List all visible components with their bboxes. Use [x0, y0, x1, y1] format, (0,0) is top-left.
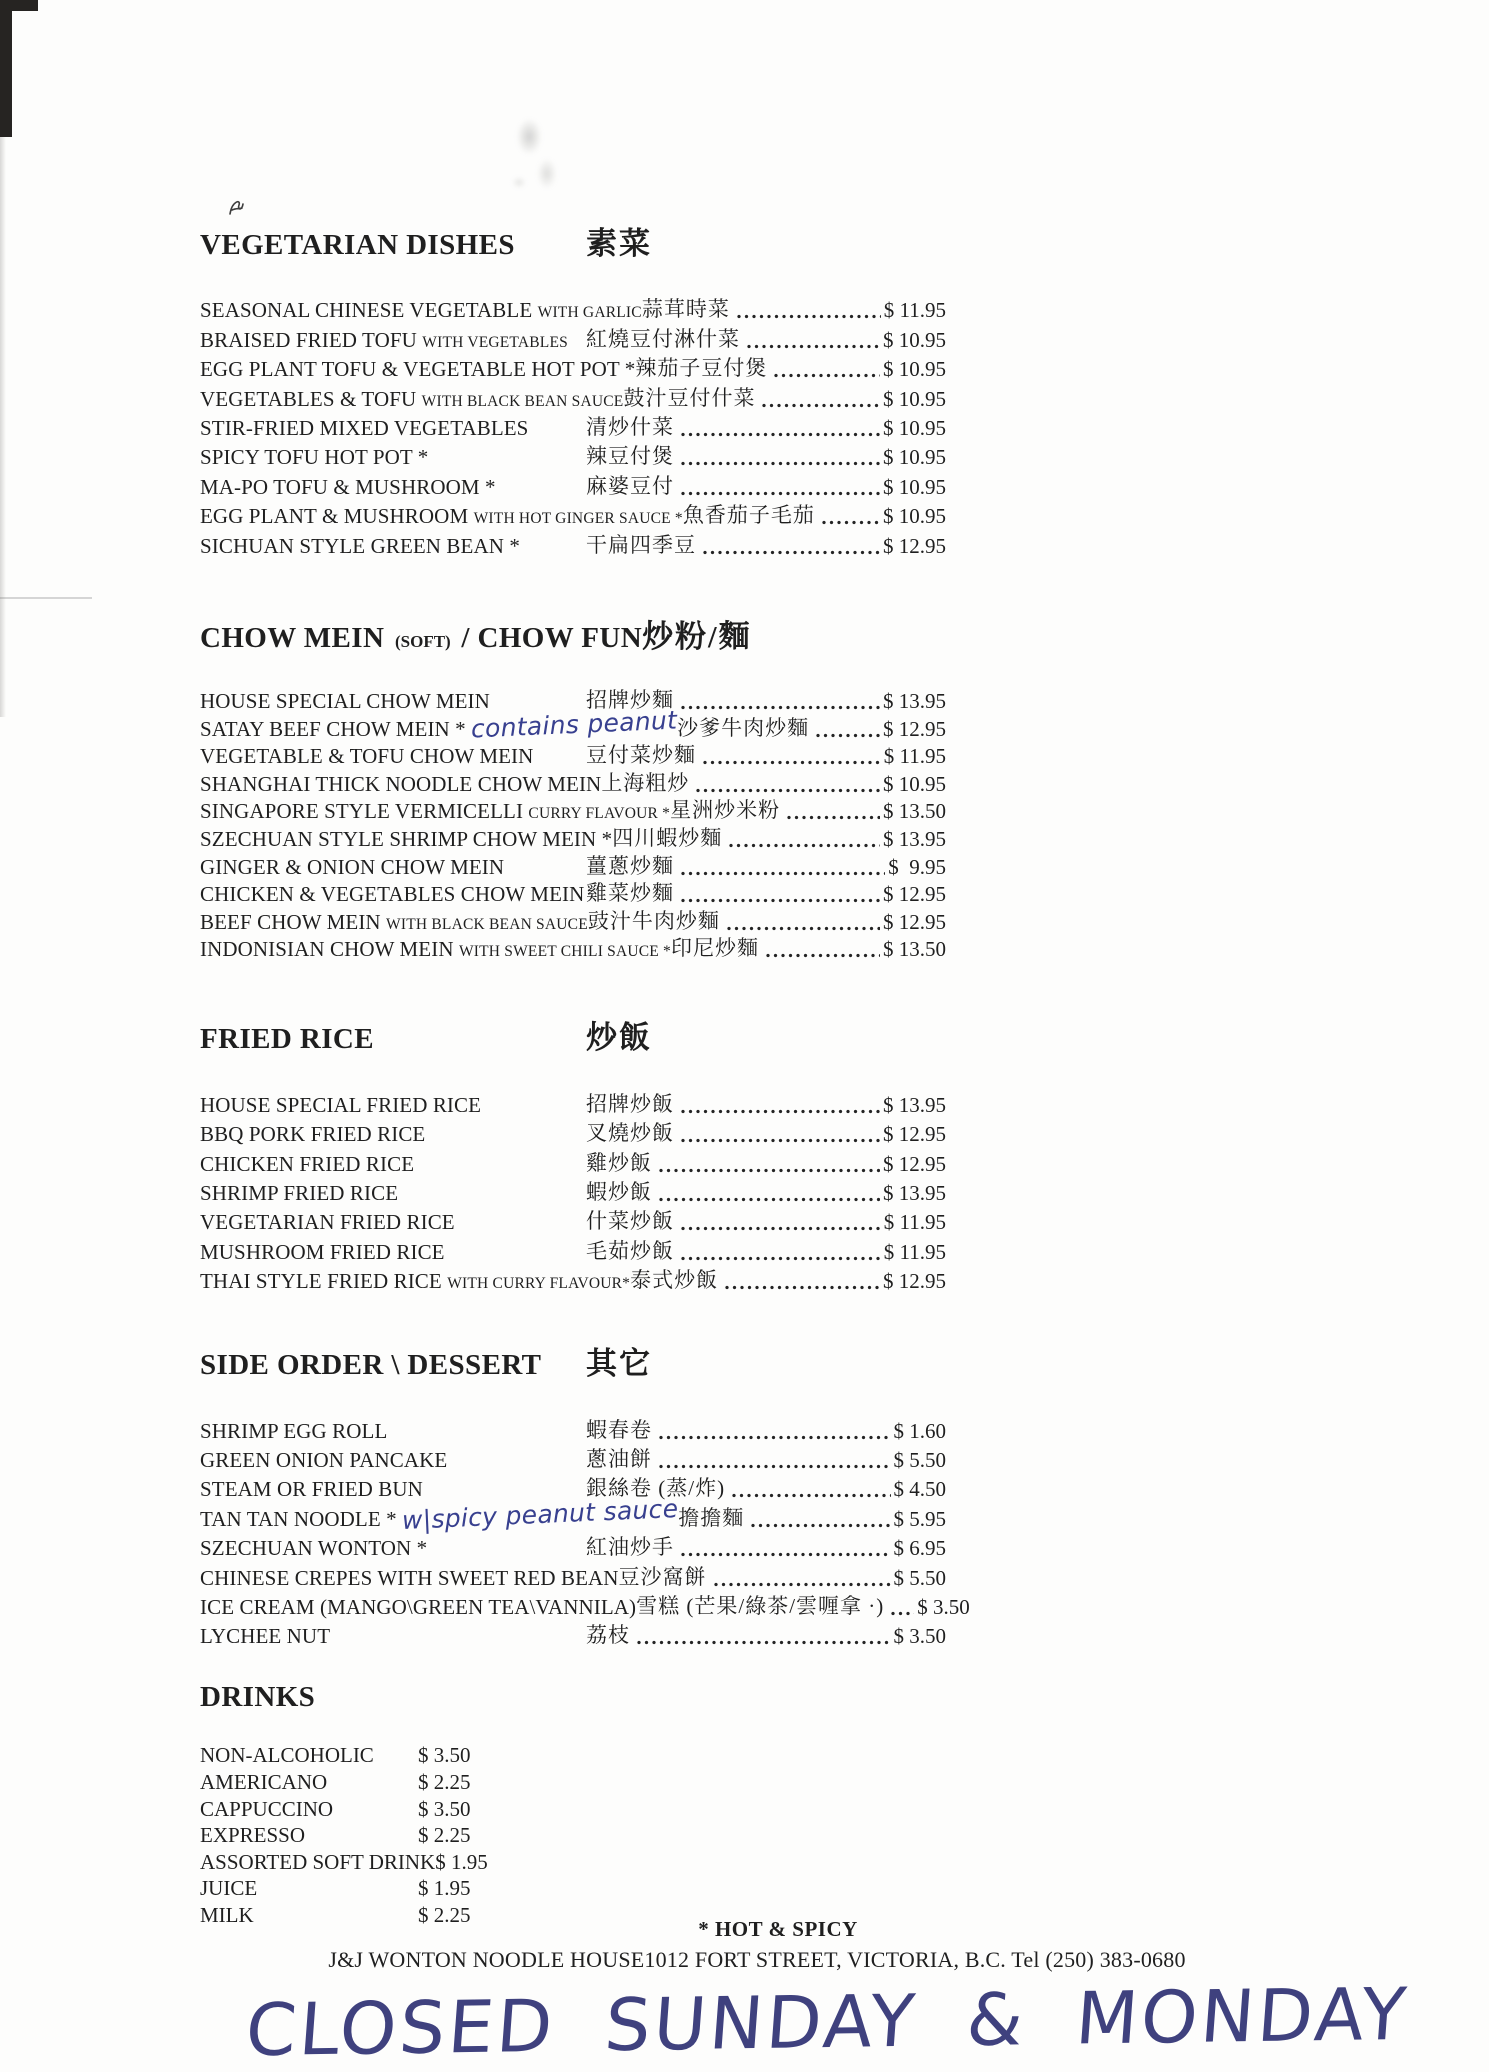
item-price: $ 10.95	[883, 415, 946, 440]
menu-item-row	[200, 1414, 946, 1443]
item-name: INDONISIAN CHOW MEIN	[200, 937, 454, 962]
item-name: ICE CREAM (MANGO\GREEN TEA\VANNILA)	[200, 1594, 637, 1619]
scan-artifact-left-bar	[0, 0, 12, 137]
menu-section-side-dessert	[200, 1338, 970, 1649]
item-name-en	[200, 1152, 586, 1177]
menu-item-row	[200, 1265, 946, 1294]
item-name-en	[200, 1210, 586, 1235]
dotted-leader	[815, 719, 880, 739]
item-name-en	[200, 1269, 630, 1294]
dotted-leader	[680, 447, 880, 467]
item-price: $ 10.95	[883, 386, 946, 411]
section-title: DRINKS	[200, 1681, 316, 1714]
item-name: MUSHROOM FRIED RICE	[200, 1239, 445, 1264]
item-name: SATAY BEEF CHOW MEIN *	[200, 716, 466, 741]
dotted-leader	[680, 1212, 881, 1232]
item-name-en	[200, 534, 586, 559]
item-note: CURRY FLAVOUR *	[528, 805, 671, 823]
item-name-zh: 星洲炒米粉	[670, 798, 781, 823]
menu-item-row	[200, 441, 946, 470]
item-price: $ 11.95	[883, 1210, 946, 1235]
item-name: EGG PLANT & MUSHROOM	[200, 504, 469, 529]
item-name-en	[200, 689, 586, 714]
item-price: $ 12.95	[883, 909, 946, 934]
item-name-zh: 上海粗炒	[601, 770, 690, 795]
dotted-leader	[680, 691, 880, 711]
item-name-en	[200, 504, 683, 529]
item-name-en	[200, 1624, 586, 1649]
item-name: STEAM OR FRIED BUN	[200, 1477, 423, 1502]
item-name-en	[200, 827, 612, 852]
item-name-zh: 蔥油餅	[586, 1446, 652, 1471]
item-name-en	[200, 475, 586, 500]
item-name: GINGER & ONION CHOW MEIN	[200, 854, 505, 879]
item-price: $ 10.95	[883, 504, 946, 529]
item-price: $ 13.95	[883, 689, 946, 714]
item-name-en	[200, 416, 586, 441]
item-name-zh: 泰式炒飯	[630, 1268, 719, 1293]
item-name-en	[200, 799, 670, 824]
item-name-zh: 銀絲卷 (蒸/炸)	[586, 1476, 726, 1501]
item-price: $ 12.95	[883, 533, 946, 558]
dotted-leader	[702, 536, 880, 556]
menu-item-row	[200, 1591, 970, 1620]
section-header	[200, 1012, 946, 1056]
menu-item-row	[200, 1620, 946, 1649]
item-price: $ 4.50	[893, 1477, 946, 1502]
dotted-leader	[680, 1095, 880, 1115]
item-name-en	[200, 387, 623, 412]
dotted-leader	[713, 1568, 891, 1588]
item-name-zh: 雪糕 (芒果/綠茶/雲喱拿 ·)	[636, 1593, 885, 1618]
drink-name: ASSORTED SOFT DRINK	[200, 1849, 436, 1874]
item-name-en	[200, 1122, 586, 1147]
section-header	[200, 611, 946, 654]
item-price: $ 13.95	[883, 1092, 946, 1117]
item-name: CHICKEN & VEGETABLES CHOW MEIN	[200, 882, 585, 907]
menu-item-row	[200, 1532, 946, 1561]
drink-row	[200, 1876, 946, 1903]
item-name: SEASONAL CHINESE VEGETABLE	[200, 298, 533, 323]
item-note: WITH VEGETABLES	[422, 333, 568, 351]
item-price: $ 3.50	[917, 1594, 970, 1619]
item-name-en	[200, 772, 601, 797]
item-note: WITH CURRY FLAVOUR*	[447, 1275, 631, 1293]
item-price: $ 10.95	[883, 474, 946, 499]
drink-name: NON-ALCOHOLIC	[200, 1743, 374, 1768]
item-name-zh: 鼓汁豆付什菜	[623, 385, 756, 410]
item-name: SHRIMP FRIED RICE	[200, 1181, 399, 1206]
item-name-en	[200, 1493, 679, 1535]
item-name-zh: 干扁四季豆	[586, 532, 696, 557]
item-name: CHICKEN FRIED RICE	[200, 1151, 415, 1176]
item-name-zh: 叉燒炒飯	[586, 1121, 674, 1146]
dotted-leader	[724, 1271, 880, 1291]
item-price: $ 12.95	[883, 1151, 946, 1176]
item-name: VEGETABLE & TOFU CHOW MEIN	[200, 744, 534, 769]
dotted-leader	[821, 506, 880, 526]
item-price: $ 12.95	[883, 1122, 946, 1147]
section-title: SIDE ORDER \ DESSERT	[200, 1349, 542, 1382]
item-name: EGG PLANT TOFU & VEGETABLE HOT POT *	[200, 357, 636, 382]
menu-item-row	[200, 353, 946, 382]
menu-item-row	[200, 935, 946, 963]
section-header	[200, 1681, 946, 1717]
item-name-en	[200, 882, 586, 907]
item-name-en	[200, 1448, 586, 1473]
hot-spicy-legend: * HOT & SPICY	[698, 1917, 858, 1941]
item-price: $ 11.95	[883, 298, 946, 323]
item-price: $ 12.95	[883, 1269, 946, 1294]
item-name-en	[200, 1419, 586, 1444]
dotted-leader	[750, 1509, 890, 1529]
drink-price: $ 3.50	[418, 1796, 471, 1821]
scan-artifact-edge-shadow	[0, 137, 6, 717]
drink-price: $ 2.25	[418, 1902, 471, 1927]
menu-item-row	[200, 824, 946, 852]
item-price: $ 12.95	[883, 882, 946, 907]
item-name: LYCHEE NUT	[200, 1624, 331, 1649]
item-name-en	[200, 855, 586, 880]
dotted-leader	[636, 1626, 891, 1646]
item-name-zh: 薑蔥炒麵	[586, 853, 674, 878]
item-price: $ 11.95	[883, 744, 946, 769]
item-name-en	[200, 298, 642, 323]
restaurant-address: J&J WONTON NOODLE HOUSE1012 FORT STREET, VICTORIA, B.C. Tel (250) 383-0680	[328, 1947, 1186, 1972]
drink-price: $ 3.50	[418, 1743, 471, 1768]
item-name-zh: 紅油炒手	[586, 1535, 674, 1560]
item-name: SPICY TOFU HOT POT *	[200, 445, 429, 470]
item-note-handwritten: w|spicy peanut sauce	[401, 1493, 679, 1535]
item-price: $ 13.50	[883, 937, 946, 962]
item-name-zh: 清炒什菜	[586, 414, 674, 439]
menu-item-row	[200, 412, 946, 441]
section-title-zh: 炒飯	[586, 1020, 652, 1056]
item-name-zh: 豉汁牛肉炒麵	[587, 908, 720, 933]
item-name-zh: 印尼炒麵	[670, 936, 759, 961]
item-name-zh: 魚香茄子毛茄	[682, 503, 815, 528]
item-name-en	[200, 1093, 586, 1118]
item-name: VEGETARIAN FRIED RICE	[200, 1210, 455, 1235]
dotted-leader	[695, 774, 880, 794]
item-name: HOUSE SPECIAL FRIED RICE	[200, 1092, 482, 1117]
menu-item-row	[200, 1118, 946, 1147]
item-price: $ 13.95	[883, 827, 946, 852]
item-name: GREEN ONION PANCAKE	[200, 1447, 448, 1472]
item-price: $ 12.95	[883, 716, 946, 741]
drink-row	[200, 1797, 946, 1824]
scan-artifact-fold-line	[0, 597, 92, 599]
item-name: THAI STYLE FRIED RICE	[200, 1269, 442, 1294]
dotted-leader	[761, 389, 880, 409]
item-price: $ 9.95	[888, 854, 946, 879]
item-price: $ 10.95	[883, 327, 946, 352]
drink-price: $ 2.25	[418, 1769, 471, 1794]
item-name-en	[200, 1595, 636, 1620]
item-price: $ 10.95	[883, 771, 946, 796]
item-name-zh: 蝦春卷	[586, 1417, 652, 1442]
menu-section-chow-mein	[200, 611, 946, 963]
item-name-en	[200, 705, 678, 744]
item-name: CHINESE CREPES WITH SWEET RED BEAN	[200, 1565, 619, 1590]
section-title: CHOW MEIN (SOFT) / CHOW FUN	[200, 621, 643, 654]
item-price: $ 3.50	[893, 1624, 946, 1649]
item-name-zh: 雞炒飯	[586, 1150, 652, 1175]
item-name-zh: 擔擔麵	[678, 1505, 745, 1530]
item-name-zh: 辣茄子豆付煲	[635, 356, 768, 381]
drink-row	[200, 1823, 946, 1850]
item-name-en	[200, 1566, 619, 1591]
item-name-zh: 招牌炒麵	[586, 688, 674, 713]
drink-name: CAPPUCCINO	[200, 1796, 334, 1821]
section-title-zh: 素菜	[586, 226, 652, 261]
dotted-leader	[726, 912, 880, 932]
section-title-zh: 其它	[586, 1346, 652, 1382]
dotted-leader	[680, 418, 880, 438]
item-note: WITH BLACK BEAN SAUCE	[386, 915, 588, 933]
section-title: FRIED RICE	[200, 1023, 374, 1056]
dotted-leader	[658, 1421, 891, 1441]
item-name-zh: 招牌炒飯	[586, 1091, 674, 1116]
item-name: SZECHUAN WONTON *	[200, 1536, 428, 1561]
drink-row	[200, 1770, 946, 1797]
menu-item-row	[200, 852, 946, 880]
menu-item-row	[200, 1177, 946, 1206]
menu-item-row	[200, 880, 946, 908]
dotted-leader	[658, 1154, 880, 1174]
item-name-en	[200, 1181, 586, 1206]
item-price: $ 5.50	[893, 1565, 946, 1590]
drink-row	[200, 1743, 946, 1770]
dotted-leader	[680, 884, 880, 904]
item-name: SICHUAN STYLE GREEN BEAN *	[200, 533, 520, 558]
menu-section-vegetarian	[200, 218, 946, 559]
scan-artifact-top-bar	[0, 0, 38, 11]
dotted-leader	[786, 801, 880, 821]
item-name-zh: 四川蝦炒麵	[612, 826, 723, 851]
menu-item-row	[200, 323, 946, 352]
item-name-en	[200, 445, 586, 470]
section-rows	[200, 1743, 946, 1929]
dotted-leader	[731, 1479, 890, 1499]
drink-name: EXPRESSO	[200, 1823, 306, 1848]
item-name-en	[200, 937, 671, 962]
item-name: BBQ PORK FRIED RICE	[200, 1122, 426, 1147]
item-name: TAN TAN NOODLE *	[200, 1506, 397, 1531]
menu-item-row	[200, 1147, 946, 1176]
item-name-en	[200, 1536, 586, 1561]
drink-name: JUICE	[200, 1876, 258, 1901]
drink-price: $ 2.25	[418, 1823, 471, 1848]
item-name: STIR-FRIED MIXED VEGETABLES	[200, 415, 529, 440]
item-name-en	[200, 910, 588, 935]
item-name-zh: 辣豆付煲	[586, 444, 674, 469]
menu-item-row	[200, 1444, 946, 1473]
item-name-en	[200, 1240, 586, 1265]
dotted-leader	[736, 300, 881, 320]
dotted-leader	[765, 939, 880, 959]
menu-content	[200, 0, 970, 1929]
item-price: $ 5.95	[893, 1506, 946, 1531]
dotted-leader	[680, 1124, 880, 1144]
menu-item-row	[200, 769, 946, 797]
item-name-zh: 什菜炒飯	[586, 1209, 674, 1234]
item-name-zh: 麻婆豆付	[586, 473, 674, 498]
section-rows	[200, 1088, 946, 1294]
item-name: MA-PO TOFU & MUSHROOM *	[200, 474, 496, 499]
dotted-leader	[658, 1183, 880, 1203]
item-name-zh: 紅燒豆付淋什菜	[586, 326, 740, 351]
menu-item-row	[200, 742, 946, 770]
drink-name: MILK	[200, 1902, 254, 1927]
item-name-zh: 蒜茸時菜	[641, 297, 730, 322]
section-title-small: (SOFT)	[394, 631, 451, 651]
dotted-leader	[702, 746, 881, 766]
drink-name: AMERICANO	[200, 1769, 328, 1794]
dotted-leader	[658, 1450, 891, 1470]
menu-item-row	[200, 1235, 946, 1264]
item-name-en	[200, 744, 586, 769]
dotted-leader	[680, 1242, 881, 1262]
item-name-zh: 蝦炒飯	[586, 1180, 652, 1205]
drink-price: $ 1.95	[418, 1876, 471, 1901]
item-price: $ 10.95	[883, 357, 946, 382]
section-title: VEGETARIAN DISHES	[200, 229, 515, 261]
menu-item-row	[200, 1493, 946, 1535]
item-note: WITH BLACK BEAN SAUCE	[421, 392, 624, 410]
item-note-handwritten: contains peanut	[470, 705, 678, 744]
menu-section-fried-rice	[200, 1012, 946, 1294]
section-rows	[200, 1414, 970, 1649]
section-header	[200, 218, 946, 261]
dotted-leader	[746, 330, 880, 350]
item-name: SHANGHAI THICK NOODLE CHOW MEIN	[200, 771, 602, 796]
item-name: SZECHUAN STYLE SHRIMP CHOW MEIN *	[200, 827, 613, 852]
section-rows	[200, 294, 946, 559]
item-name: BRAISED FRIED TOFU	[200, 327, 417, 352]
dotted-leader	[680, 477, 880, 497]
menu-item-row	[200, 529, 946, 558]
item-name: SHRIMP EGG ROLL	[200, 1418, 388, 1443]
section-header	[200, 1338, 946, 1382]
item-price: $ 5.50	[893, 1447, 946, 1472]
dotted-leader	[680, 1538, 891, 1558]
dotted-leader	[728, 829, 880, 849]
item-name: HOUSE SPECIAL CHOW MEIN	[200, 689, 490, 714]
item-name-zh: 豆沙窩餅	[618, 1564, 707, 1589]
section-title-zh: 炒粉/麵	[642, 618, 752, 654]
item-price: $ 10.95	[883, 445, 946, 470]
item-note: WITH SWEET CHILI SAUCE *	[458, 943, 671, 961]
item-name-zh: 雞菜炒麵	[586, 881, 674, 906]
menu-item-row	[200, 500, 946, 529]
item-name: VEGETABLES & TOFU	[200, 386, 417, 411]
item-price: $ 13.50	[883, 799, 946, 824]
item-name: SINGAPORE STYLE VERMICELLI	[200, 799, 524, 824]
item-note: WITH HOT GINGER SAUCE *	[473, 510, 683, 528]
item-name-zh: 沙爹牛肉炒麵	[677, 715, 810, 740]
item-name-zh: 豆付菜炒麵	[586, 743, 696, 768]
item-price: $ 6.95	[893, 1536, 946, 1561]
menu-item-row	[200, 705, 946, 744]
drink-price: $ 1.95	[435, 1849, 488, 1874]
section-rows	[200, 687, 946, 963]
menu-item-row	[200, 1206, 946, 1235]
menu-item-row	[200, 797, 946, 825]
item-name: BEEF CHOW MEIN	[200, 909, 381, 934]
menu-section-drinks	[200, 1681, 946, 1929]
handwritten-closed-note: CLOSED SUNDAY & MONDAY	[242, 1971, 1412, 2072]
item-price: $ 1.60	[893, 1418, 946, 1443]
item-price: $ 13.95	[883, 1181, 946, 1206]
menu-item-row	[200, 1561, 946, 1590]
dotted-leader	[890, 1597, 914, 1617]
item-name-en	[200, 1477, 586, 1502]
item-name-en	[200, 357, 635, 382]
drink-row	[200, 1850, 946, 1877]
dotted-leader	[680, 857, 885, 877]
menu-item-row	[200, 294, 946, 323]
item-name-zh: 毛茹炒飯	[586, 1238, 674, 1263]
menu-item-row	[200, 470, 946, 499]
menu-item-row	[200, 382, 946, 411]
menu-item-row	[200, 1088, 946, 1117]
item-note: WITH GARLIC	[537, 304, 642, 322]
item-name-en	[200, 328, 586, 353]
menu-item-row	[200, 907, 946, 935]
item-price: $ 11.95	[883, 1239, 946, 1264]
item-name-zh: 荔枝	[586, 1623, 630, 1648]
dotted-leader	[773, 359, 880, 379]
